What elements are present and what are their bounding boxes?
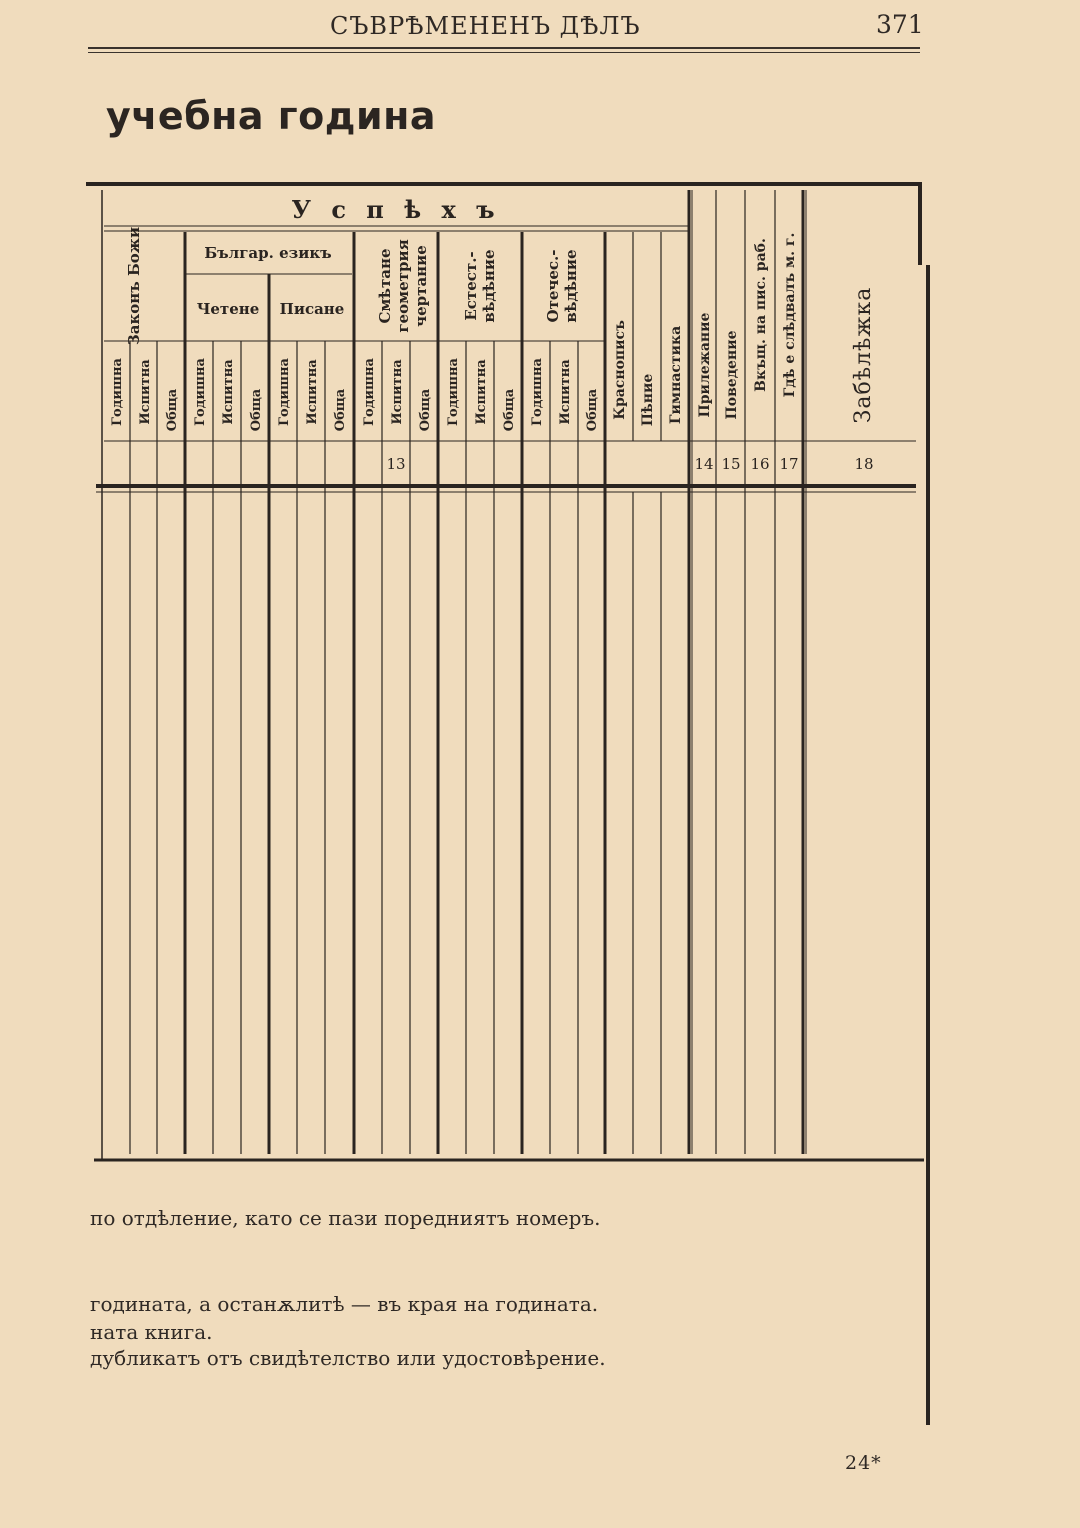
sub-obshta: Обща	[585, 388, 600, 432]
subject-smetane-2: геометрия	[394, 239, 412, 333]
sub-godishna: Годишна	[362, 358, 377, 426]
subject-estest-1: Естест.-	[462, 251, 480, 321]
sub-godishna: Годишна	[193, 358, 208, 426]
column-number-17: 17	[779, 455, 799, 473]
signature-mark: 24*	[845, 1452, 882, 1474]
subject-peene: Пѣние	[640, 373, 656, 427]
sub-godishna: Годишна	[530, 358, 545, 426]
sub-obshta: Обща	[502, 388, 517, 432]
column-vkashti: Вкъщ. на пис. раб.	[753, 238, 769, 392]
note-line: годината, а останѫлитѣ — въ края на годината.	[90, 1292, 599, 1316]
sub-obshta: Обща	[333, 388, 348, 432]
column-number-18: 18	[854, 455, 874, 473]
sub-obshta: Обща	[165, 388, 180, 432]
sub-ispitna: Испитна	[474, 359, 489, 425]
column-number-14: 14	[694, 455, 714, 473]
sub-obshta: Обща	[249, 388, 264, 432]
subject-smetane-3: чертание	[412, 245, 430, 327]
subject-estest-2: вѣдѣние	[480, 249, 498, 323]
column-prilezhanie: Прилежание	[697, 312, 713, 418]
page-title: учебна година	[106, 94, 436, 138]
column-number-13: 13	[386, 455, 406, 473]
column-number-16: 16	[750, 455, 770, 473]
subject-zakon: Законъ Божи	[125, 226, 143, 346]
subject-pisane: Писане	[279, 300, 345, 318]
sub-ispitna: Испитна	[390, 359, 405, 425]
subject-otech-2: вѣдѣние	[562, 249, 580, 323]
column-zabelezhka: Забѣлѣжка	[851, 286, 876, 424]
sub-godishna: Годишна	[277, 358, 292, 426]
subject-smetane-1: Смѣтане	[376, 248, 394, 324]
column-povedenie: Поведение	[724, 330, 740, 420]
subject-otech-1: Отечес.-	[544, 249, 562, 323]
running-head: СЪВРѢМЕНЕНЪ ДѢЛЪ	[330, 12, 641, 40]
note-line: по отдѣление, като се пази поредниятъ номеръ.	[90, 1206, 601, 1230]
group-title-uspeh: У с п ѣ х ъ	[291, 195, 501, 224]
sub-ispitna: Испитна	[305, 359, 320, 425]
subject-bulgar: Българ. езикъ	[204, 244, 332, 262]
sub-ispitna: Испитна	[558, 359, 573, 425]
note-line: дубликатъ отъ свидѣтелство или удостовѣрение.	[90, 1346, 606, 1370]
sub-ispitna: Испитна	[138, 359, 153, 425]
subject-chetene: Четене	[196, 300, 260, 318]
column-gde-sledval: Гдѣ е слѣдвалъ м. г.	[782, 232, 798, 398]
page-number: 371	[876, 10, 924, 39]
sub-godishna: Годишна	[446, 358, 461, 426]
subject-krasnopis: Краснописъ	[612, 320, 628, 420]
sub-obshta: Обща	[418, 388, 433, 432]
column-number-15: 15	[721, 455, 741, 473]
note-line: ната книга.	[90, 1320, 213, 1344]
subject-gimnastika: Гимнастика	[668, 325, 684, 425]
sub-ispitna: Испитна	[221, 359, 236, 425]
sub-godishna: Годишна	[110, 358, 125, 426]
